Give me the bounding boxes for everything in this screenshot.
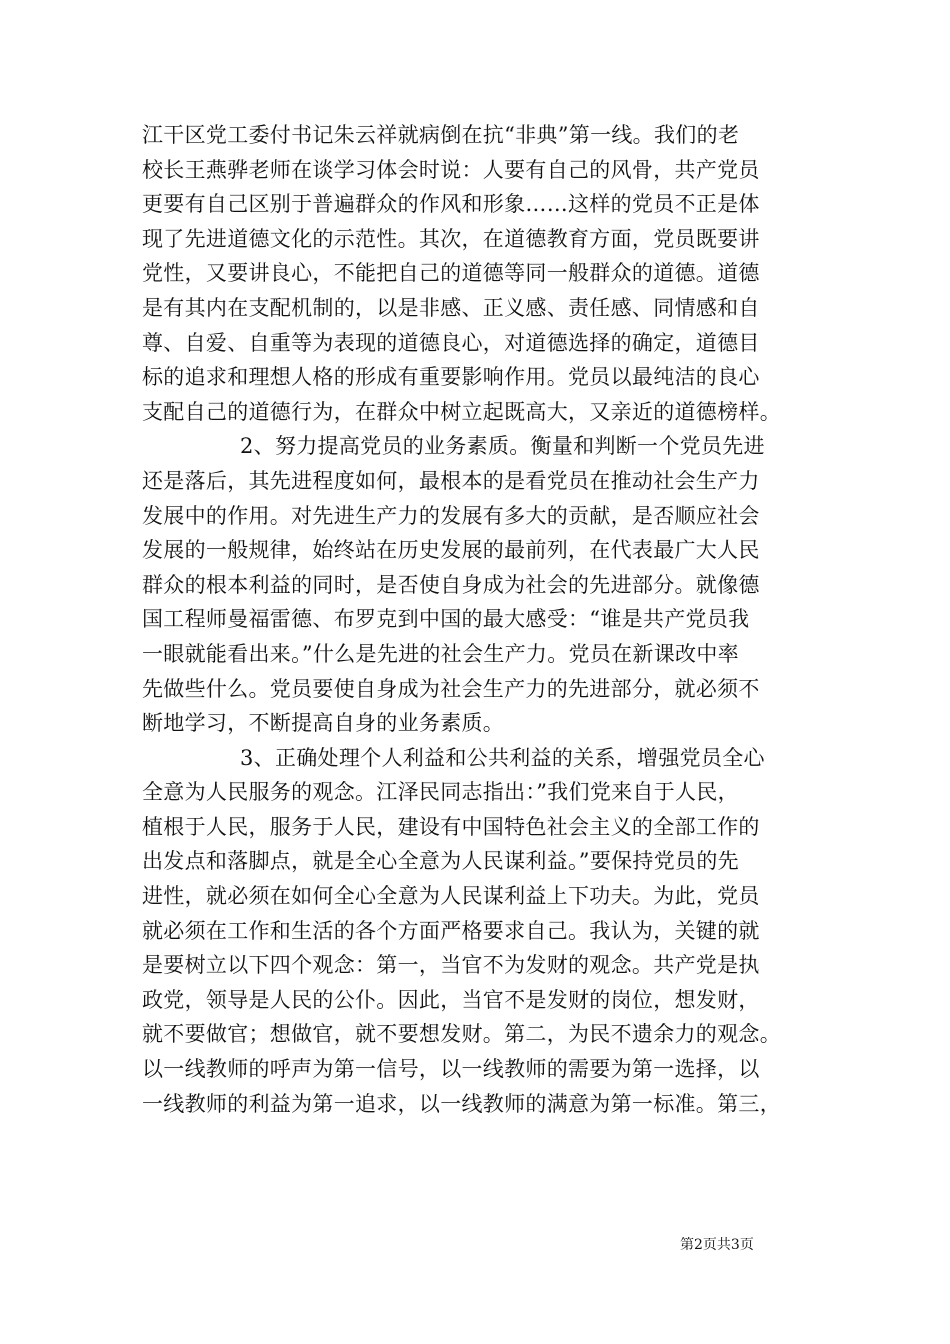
text-line: 发展中的作用。对先进生产力的发展有多大的贡献，是否顺应社会 <box>142 503 760 528</box>
text-line: 尊、自爱、自重等为表现的道德良心，对道德选择的确定，道德目 <box>142 330 760 355</box>
body-text <box>142 118 822 1121</box>
text-line: 政党，领导是人民的公仆。因此，当官不是发财的岗位，想发财， <box>142 987 760 1012</box>
text-line: 出发点和落脚点，就是全心全意为人民谋利益。”要保持党员的先 <box>142 849 739 874</box>
text-line: 一线教师的利益为第一追求，以一线教师的满意为第一标准。第三， <box>142 1091 781 1116</box>
paragraph-start-line: 3、正确处理个人利益和公共利益的关系，增强党员全心 <box>240 745 765 770</box>
text-line: 更要有自己区别于普遍群众的作风和形象……这样的党员不正是体 <box>142 192 760 217</box>
text-line: 群众的根本利益的同时，是否使自身成为社会的先进部分。就像德 <box>142 572 760 597</box>
text-line: 就不要做官；想做官，就不要想发财。第二，为民不遗余力的观念。 <box>142 1022 781 1047</box>
text-line: 发展的一般规律，始终站在历史发展的最前列，在代表最广大人民 <box>142 538 760 563</box>
text-line: 进性，就必须在如何全心全意为人民谋利益上下功夫。为此，党员 <box>142 884 760 909</box>
text-line: 是要树立以下四个观念：第一，当官不为发财的观念。共产党是执 <box>142 953 760 978</box>
text-line: 江干区党工委付书记朱云祥就病倒在抗“非典”第一线。我们的老 <box>142 123 740 147</box>
text-line: 国工程师曼福雷德、布罗克到中国的最大感受：“谁是共产党员我 <box>142 607 750 632</box>
text-line: 现了先进道德文化的示范性。其次，在道德教育方面，党员既要讲 <box>142 226 760 251</box>
text-line: 是有其内在支配机制的，以是非感、正义感、责任感、同情感和自 <box>142 295 760 320</box>
text-line: 标的追求和理想人格的形成有重要影响作用。党员以最纯洁的良心 <box>142 365 760 390</box>
text-line: 支配自己的道德行为，在群众中树立起既高大，又亲近的道德榜样。 <box>142 399 781 424</box>
text-line: 断地学习，不断提高自身的业务素质。 <box>142 711 505 736</box>
text-line: 先做些什么。党员要使自身成为社会生产力的先进部分，就必须不 <box>142 676 760 701</box>
page-number-footer: 第2页共3页 <box>680 1237 754 1253</box>
paragraph-start-line: 2、努力提高党员的业务素质。衡量和判断一个党员先进 <box>240 434 765 459</box>
text-line: 就必须在工作和生活的各个方面严格要求自己。我认为，关键的就 <box>142 918 760 943</box>
text-line: 校长王燕骅老师在谈学习体会时说：人要有自己的风骨，共产党员 <box>142 157 760 182</box>
text-line: 植根于人民，服务于人民，建设有中国特色社会主义的全部工作的 <box>142 814 760 839</box>
text-line: 以一线教师的呼声为第一信号，以一线教师的需要为第一选择，以 <box>142 1057 760 1082</box>
text-line: 党性，又要讲良心，不能把自己的道德等同一般群众的道德。道德 <box>142 261 760 286</box>
text-line: 一眼就能看出来。”什么是先进的社会生产力。党员在新课改中率 <box>142 641 739 666</box>
text-line: 还是落后，其先进程度如何，最根本的是看党员在推动社会生产力 <box>142 468 760 493</box>
text-line: 全意为人民服务的观念。江泽民同志指出：”我们党来自于人民， <box>142 780 739 805</box>
